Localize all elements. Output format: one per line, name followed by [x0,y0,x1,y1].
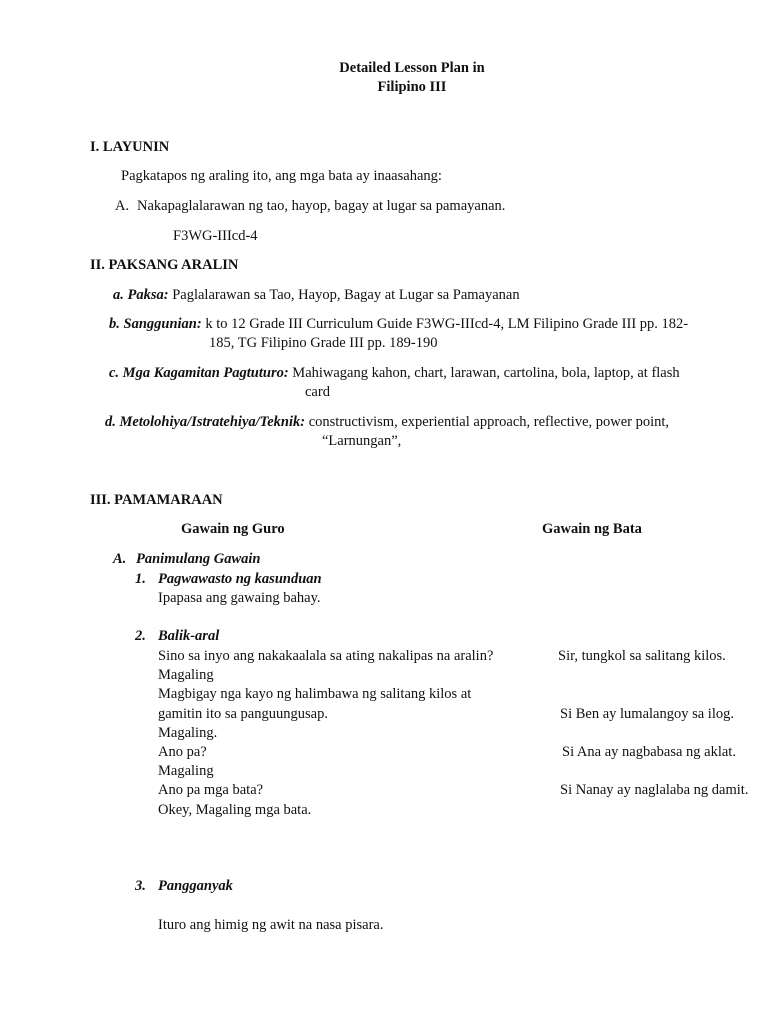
teacher-line: gamitin ito sa panguungusap. [158,706,328,722]
document-title: Detailed Lesson Plan in [339,60,485,76]
step2-title: Balik-aral [158,628,220,644]
sanggunian-item [109,315,688,334]
sanggunian-value-line1: k to 12 Grade III Curriculum Guide F3WG-IIIcd-4, LM Filipino Grade III pp. 182- [205,316,689,332]
step1-marker: 1. [135,571,146,587]
teacher-line: Magaling [158,667,214,683]
objective-marker: A. [115,198,130,214]
metolohiya-label: d. Metolohiya/Istratehiya/Teknik: [105,414,306,430]
part-a-title: Panimulang Gawain [136,551,261,567]
paksa-item [113,286,520,305]
teacher-line: Magbigay nga kayo ng halimbawa ng salitang kilos at [158,686,472,702]
step3-marker: 3. [135,878,146,894]
step1-text: Ipapasa ang gawaing bahay. [158,590,321,606]
kagamitan-item [109,364,680,383]
teacher-line: Ano pa? [158,744,207,760]
metolohiya-value-line1: constructivism, experiential approach, reflective, power point, [308,414,670,430]
kagamitan-value-line1: Mahiwagang kahon, chart, larawan, cartolina, bola, laptop, at flash [292,365,680,381]
step3-title: Pangganyak [158,878,233,894]
teacher-line: Okey, Magaling mga bata. [158,802,312,818]
competency-code: F3WG-IIIcd-4 [173,228,258,244]
kagamitan-label: c. Mga Kagamitan Pagtuturo: [109,365,289,381]
paksa-value: Paglalarawan sa Tao, Hayop, Bagay at Lugar sa Pamayanan [172,287,520,303]
student-line: Sir, tungkol sa salitang kilos. [558,648,726,664]
metolohiya-value-line2: “Larnungan”, [322,433,402,449]
document-subtitle: Filipino III [377,79,447,95]
column-header-teacher: Gawain ng Guro [181,521,285,537]
step1-title: Pagwawasto ng kasunduan [158,571,322,587]
section-heading-pamamaraan: III. PAMAMARAAN [90,492,223,508]
sanggunian-label: b. Sanggunian: [109,316,202,332]
kagamitan-value-line2: card [305,384,330,400]
metolohiya-item [105,413,669,432]
objective-text: Nakapaglalarawan ng tao, hayop, bagay at lugar sa pamayanan. [137,198,506,214]
teacher-line: Magaling [158,763,214,779]
student-line: Si Nanay ay naglalaba ng damit. [560,782,749,798]
section-heading-paksang-aralin: II. PAKSANG ARALIN [90,257,239,273]
student-line: Si Ben ay lumalangoy sa ilog. [560,706,734,722]
part-a-marker: A. [113,551,127,567]
step3-text: Ituro ang himig ng awit na nasa pisara. [158,917,384,933]
teacher-line: Magaling. [158,725,218,741]
section-heading-layunin: I. LAYUNIN [90,139,170,155]
teacher-line: Ano pa mga bata? [158,782,264,798]
teacher-line: Sino sa inyo ang nakakaalala sa ating nakalipas na aralin? [158,648,494,664]
sanggunian-value-line2: 185, TG Filipino Grade III pp. 189-190 [209,335,438,351]
paksa-label: a. Paksa: [113,287,169,303]
student-line: Si Ana ay nagbabasa ng aklat. [562,744,736,760]
column-header-student: Gawain ng Bata [542,521,642,537]
step2-marker: 2. [135,628,146,644]
layunin-intro: Pagkatapos ng araling ito, ang mga bata ay inaasahang: [121,168,442,184]
